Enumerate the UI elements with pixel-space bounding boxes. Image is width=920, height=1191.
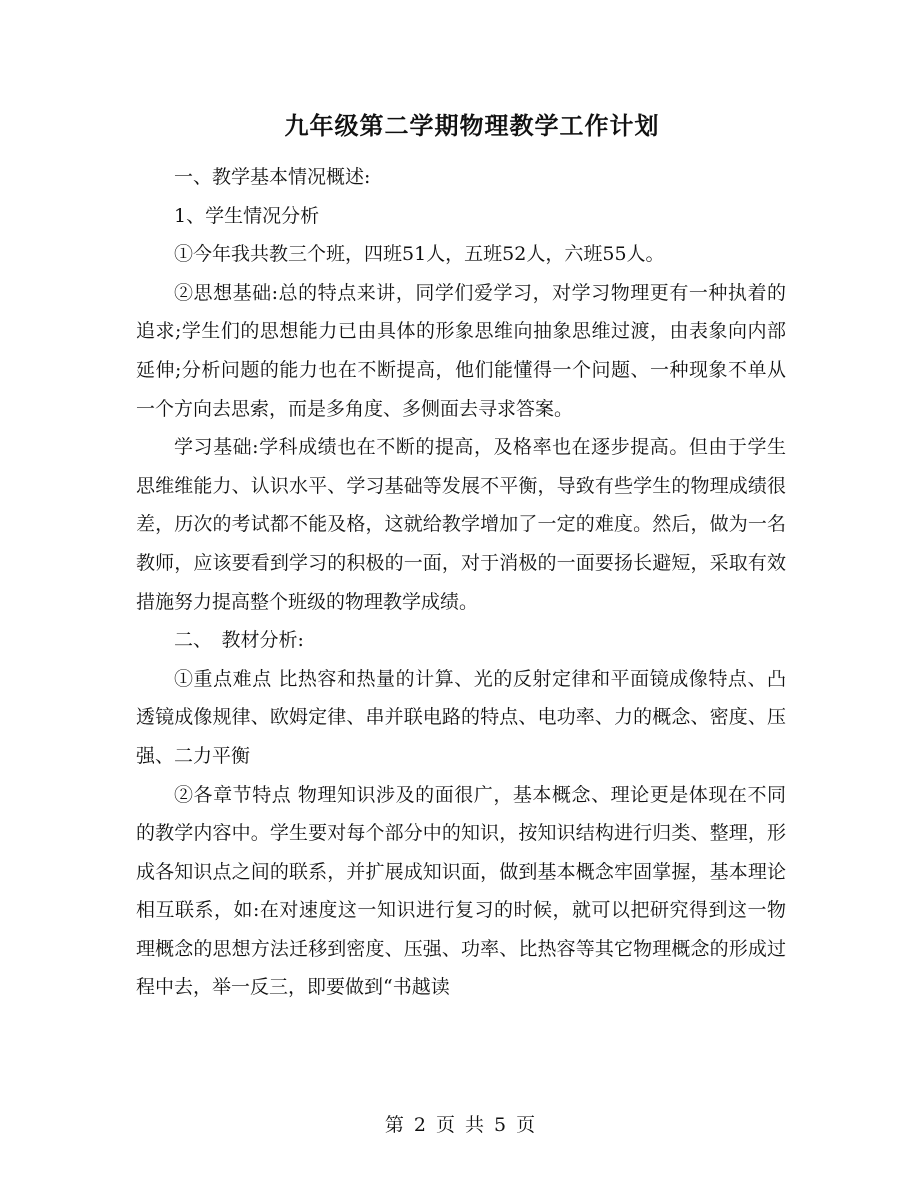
document-body xyxy=(136,108,786,1007)
document-title: 九年级第二学期物理教学工作计划 xyxy=(284,111,660,140)
section-heading-overview: 一、教学基本情况概述: xyxy=(174,166,371,188)
subsection-heading-students: 1、学生情况分析 xyxy=(174,204,320,227)
section-heading-materials: 二、 教材分析: xyxy=(174,629,304,652)
paragraph-thinking-foundation: ②思想基础:总的特点来讲，同学们爱学习，对学习物理更有一种执着的追求;学生们的思想能力已由具体的形象思维向抽象思维过渡，由表象向内部延伸;分析问题的能力也在不断提高，他们能懂得一个问题、一种现象不单从一个方向去思索，而是多角度、多侧面去寻求答案。 xyxy=(136,281,786,420)
page-number-footer: 第 2 页 共 5 页 xyxy=(384,1114,536,1136)
paragraph-key-points: ①重点难点 比热容和热量的计算、光的反射定律和平面镜成像特点、凸透镜成像规律、欧姆定律、串并联电路的特点、电功率、力的概念、密度、压强、二力平衡 xyxy=(136,667,786,767)
paragraph-learning-foundation: 学习基础:学科成绩也在不断的提高，及格率也在逐步提高。但由于学生思维维能力、认识水平、学习基础等发展不平衡，导致有些学生的物理成绩很差，历次的考试都不能及格，这就给教学增加了一定的难度。然后，做为一名教师，应该要看到学习的积极的一面，对于消极的一面要扬长避短，采取有效措施努力提高整个班级的物理教学成绩。 xyxy=(136,436,786,613)
paragraph-class-sizes: ①今年我共教三个班，四班51人，五班52人，六班55人。 xyxy=(174,243,665,266)
paragraph-chapter-features: ②各章节特点 物理知识涉及的面很广，基本概念、理论更是体现在不同的教学内容中。学生要对每个部分中的知识，按知识结构进行归类、整理，形成各知识点之间的联系，并扩展成知识面，做到基本概念牢固掌握，基本理论相互联系，如:在对速度这一知识进行复习的时候，就可以把研究得到这一物理概念的思想方法迁移到密度、压强、功率、比热容等其它物理概念的形成过程中去，举一反三，即要做到“书越读 xyxy=(136,783,786,999)
